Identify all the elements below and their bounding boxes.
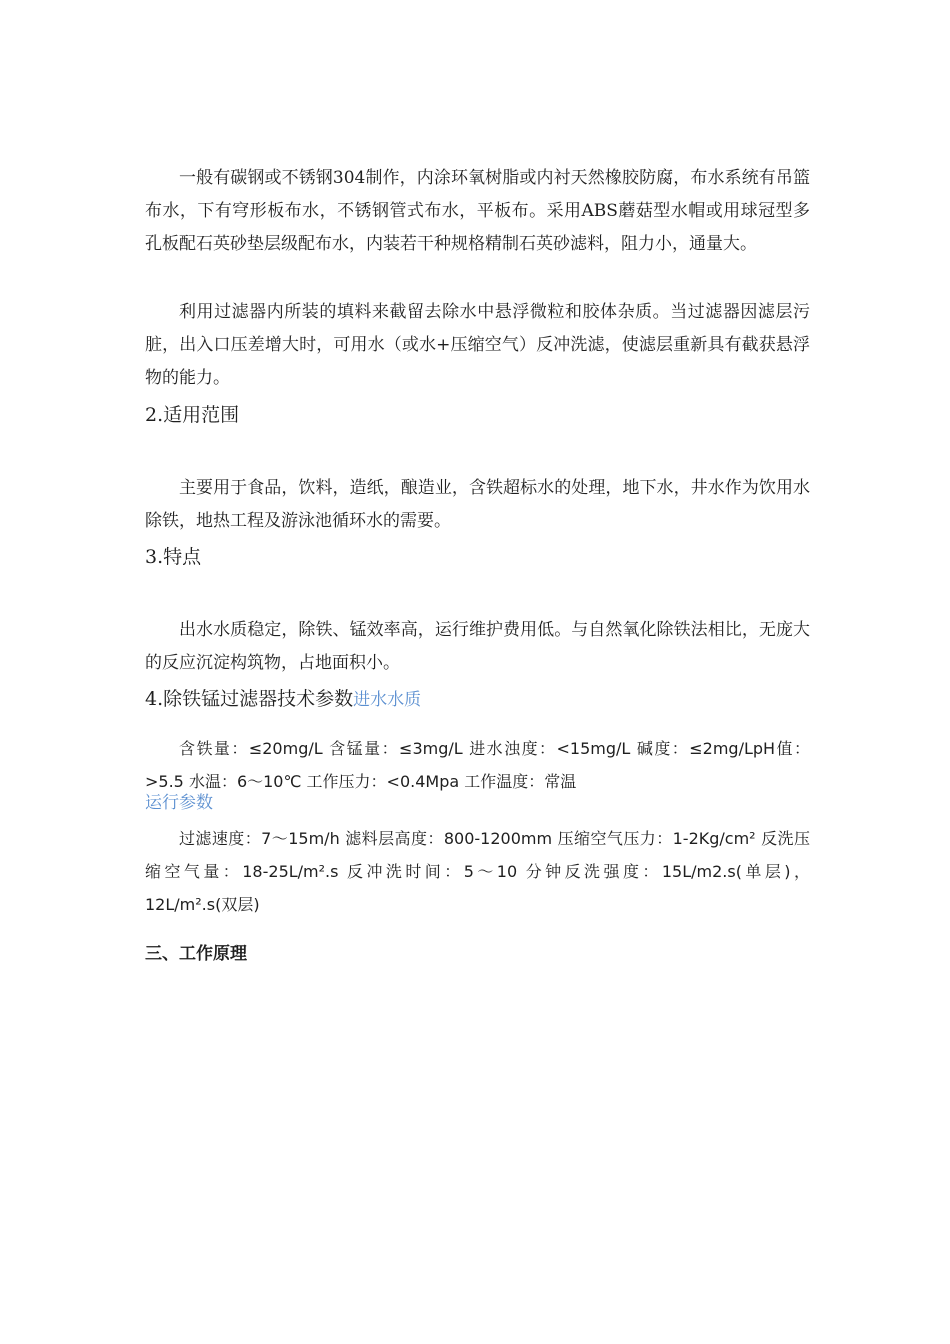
paragraph-features: 出水水质稳定，除铁、锰效率高，运行维护费用低。与自然氧化除铁法相比，无庞大的反应沉淀构筑物，占地面积小。 <box>145 620 810 673</box>
paragraph-inlet-quality: 含铁量：≤20mg/L 含锰量：≤3mg/L 进水浊度：<15mg/L 碱度：≤2mg/LpH值：>5.5 水温：6～10℃ 工作压力：<0.4Mpa 工作温度：常温 <box>145 739 810 791</box>
heading-features: 3.特点 <box>145 546 202 568</box>
inlet-quality-label: 进水水质 <box>353 690 422 710</box>
heading-scope: 2.适用范围 <box>145 404 240 426</box>
paragraph-scope: 主要用于食品，饮料，造纸，酿造业，含铁超标水的处理，地下水，井水作为饮用水除铁，地热工程及游泳池循环水的需要。 <box>145 478 810 531</box>
paragraph-construction: 一般有碳钢或不锈钢304制作，内涂环氧树脂或内衬天然橡胶防腐，布水系统有吊篮布水，下有穹形板布水，不锈钢管式布水，平板布。采用ABS蘑菇型水帽或用球冠型多孔板配石英砂垫层级配布水，内装若干种规格精制石英砂滤料，阻力小，通量大。 <box>145 168 810 254</box>
paragraph-principle: 利用过滤器内所装的填料来截留去除水中悬浮微粒和胶体杂质。当过滤器因滤层污脏，出入口压差增大时，可用水（或水+压缩空气）反冲洗滤，使滤层重新具有截获悬浮物的能力。 <box>145 302 810 388</box>
paragraph-run-params: 过滤速度：7～15m/h 滤料层高度：800-1200mm 压缩空气压力：1-2Kg/cm² 反洗压缩空气量：18-25L/m².s 反冲洗时间：5～10 分钟反洗强度：15L/m2.s(单层)，12L/m².s(双层) <box>145 829 810 914</box>
heading-tech-params <box>145 684 421 715</box>
run-params-label: 运行参数 <box>145 793 213 813</box>
heading-tech-params-label: 4.除铁锰过滤器技术参数 <box>145 688 354 710</box>
section-title-working-principle: 三、工作原理 <box>145 944 247 964</box>
